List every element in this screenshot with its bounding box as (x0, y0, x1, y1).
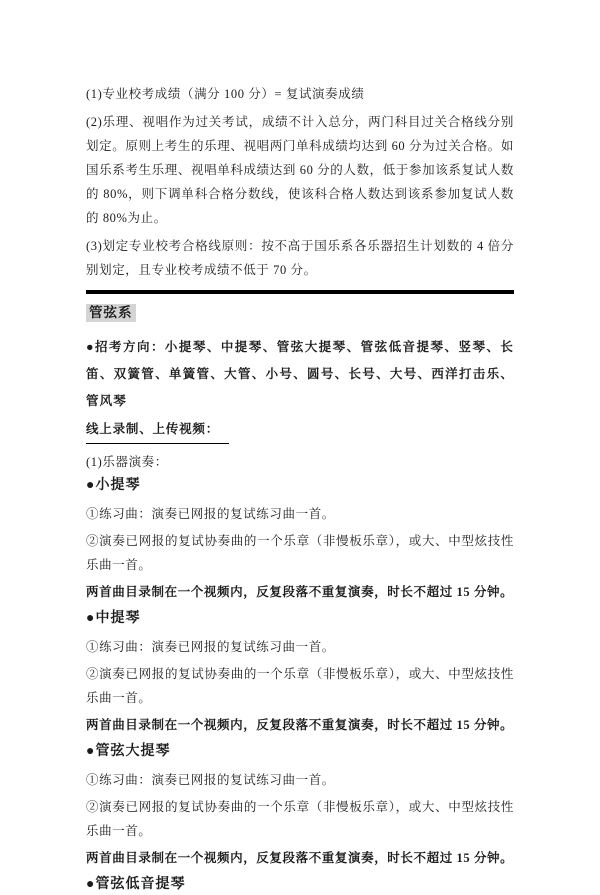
instrument-block-double-bass (86, 875, 514, 895)
instrument-heading: ●小提琴 (86, 478, 141, 493)
requirement-2: ②演奏已网报的复试协奏曲的一个乐章（非慢板乐章），或大、中型炫技性乐曲一首。 (86, 667, 514, 705)
intro-paragraph-2: (2)乐理、视唱作为过关考试，成绩不计入总分，两门科目过关合格线分别划定。原则上考生的乐理、视唱两门单科成绩均达到 60 分为过关合格。如国乐系考生乐理、视唱单科成绩达到 60 分的人数，低于参加该系复试人数的 80%，则下调单科合格分数线，使该科合格人数达到该系参加复试人数的 80%为止。 (86, 115, 514, 225)
instrument-block-violin (86, 476, 514, 604)
instrument-block-viola (86, 609, 514, 737)
requirement-1: ①练习曲：演奏已网报的复试练习曲一首。 (86, 640, 335, 654)
requirement-1: ①练习曲：演奏已网报的复试练习曲一首。 (86, 773, 335, 787)
section-divider (86, 290, 514, 294)
instrument-block-cello (86, 742, 514, 870)
intro-paragraph-3: (3)划定专业校考合格线原则：按不高于国乐系各乐器招生计划数的 4 倍分别划定，且专业校考成绩不低于 70 分。 (86, 239, 514, 277)
subsection-label: (1)乐器演奏： (86, 455, 168, 469)
instrument-heading: ●中提琴 (86, 611, 141, 626)
instrument-heading: ●管弦大提琴 (86, 744, 171, 759)
requirement-1: ①练习曲：演奏已网报的复试练习曲一首。 (86, 507, 335, 521)
requirement-2: ②演奏已网报的复试协奏曲的一个乐章（非慢板乐章），或大、中型炫技性乐曲一首。 (86, 800, 514, 838)
recording-note: 两首曲目录制在一个视频内，反复段落不重复演奏，时长不超过 15 分钟。 (86, 851, 514, 865)
department-title: 管弦系 (86, 304, 136, 322)
online-video-heading-line (86, 417, 514, 444)
recording-note: 两首曲目录制在一个视频内，反复段落不重复演奏，时长不超过 15 分钟。 (86, 585, 514, 599)
online-video-heading: 线上录制、上传视频： (86, 417, 229, 444)
department-title-line (86, 304, 514, 322)
requirement-2: ②演奏已网报的复试协奏曲的一个乐章（非慢板乐章），或大、中型炫技性乐曲一首。 (86, 534, 514, 572)
instrument-heading: ●管弦低音提琴 (86, 877, 186, 892)
recording-note: 两首曲目录制在一个视频内，反复段落不重复演奏，时长不超过 15 分钟。 (86, 718, 514, 732)
intro-paragraph-1: (1)专业校考成绩（满分 100 分）= 复试演奏成绩 (86, 87, 365, 101)
admission-directions: ●招考方向：小提琴、中提琴、管弦大提琴、管弦低音提琴、竖琴、长笛、双簧管、单簧管、大管、小号、圆号、长号、大号、西洋打击乐、管风琴 (86, 340, 514, 408)
